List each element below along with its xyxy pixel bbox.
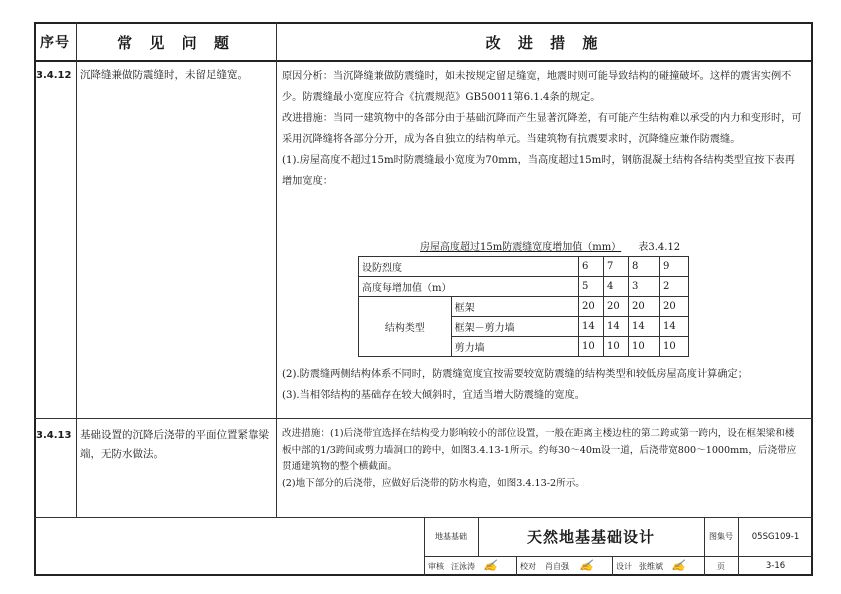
title-block-divider bbox=[516, 556, 517, 576]
paragraph: 改进措施：(1)后浇带宜选择在结构受力影响较小的部位设置，一般在距离主楼边柱的第二跨或第一跨内，设在框架梁和楼板中部的1/3跨间或剪力墙洞口的跨中，如图3.4.13-1所示。约每30～40m设一道，后浇带宽800～1000mm，后浇带应贯通建筑物的整个横截面。 bbox=[282, 428, 797, 472]
reviewer-name: 汪泳涛 bbox=[451, 561, 475, 571]
header-number: 序号 bbox=[40, 35, 70, 51]
table-caption bbox=[420, 238, 680, 253]
table-cell: 14 bbox=[579, 317, 604, 337]
table-cell: 8 bbox=[629, 257, 660, 277]
table-cell: 10 bbox=[604, 337, 629, 357]
paragraph: (2).防震缝两侧结构体系不同时，防震缝宽度宜按需要较宽防震缝的结构类型和较低房屋高度计算确定； bbox=[282, 369, 748, 380]
paragraph: (1).房屋高度不超过15m时防震缝最小宽度为70mm，当高度超过15m时，钢筋混凝土结构各结构类型宜按下表再增加宽度： bbox=[282, 155, 795, 187]
page-label: 页 bbox=[717, 561, 725, 571]
table-cell: 3 bbox=[629, 277, 660, 297]
table-cell: 2 bbox=[660, 277, 689, 297]
table-cell: 剪力墙 bbox=[451, 337, 578, 357]
table-cell: 10 bbox=[579, 337, 604, 357]
measures-text-continued bbox=[282, 364, 804, 406]
paragraph: 原因分析：当沉降缝兼做防震缝时，如未按规定留足缝宽，地震时则可能导致结构的碰撞破坏。这样的震害实例不少。防震缝最小宽度应符合《抗震规范》GB50011第6.1.4条的规定。 bbox=[282, 71, 792, 103]
table-cell: 20 bbox=[604, 297, 629, 317]
title-block-row-divider bbox=[424, 556, 813, 557]
atlas-label: 图集号 bbox=[709, 532, 733, 541]
drawing-title: 天然地基基础设计 bbox=[526, 528, 655, 546]
table-caption-number: 表3.4.12 bbox=[638, 242, 681, 253]
table-cell: 14 bbox=[604, 317, 629, 337]
measures-text bbox=[282, 66, 804, 192]
table-row bbox=[359, 277, 689, 297]
atlas-number: 05SG109-1 bbox=[751, 531, 800, 542]
table-cell: 20 bbox=[629, 297, 660, 317]
row-number: 3.4.13 bbox=[36, 430, 72, 441]
title-block-divider bbox=[612, 556, 613, 576]
table-row bbox=[359, 297, 689, 317]
design-label: 设计 bbox=[616, 561, 632, 571]
table-cell: 20 bbox=[579, 297, 604, 317]
row-number: 3.4.12 bbox=[36, 70, 72, 81]
table-cell: 框架 bbox=[451, 297, 578, 317]
problem-text: 沉降缝兼做防震缝时，未留足缝宽。 bbox=[80, 69, 248, 81]
table-cell: 框架－剪力墙 bbox=[451, 317, 578, 337]
header-measures: 改 进 措 施 bbox=[485, 33, 604, 52]
table-cell: 9 bbox=[660, 257, 689, 277]
category-label: 地基基础 bbox=[435, 532, 467, 541]
designer-name: 张维斌 bbox=[639, 561, 663, 571]
measures-text bbox=[282, 426, 804, 492]
table-cell: 7 bbox=[604, 257, 629, 277]
table-cell: 10 bbox=[660, 337, 689, 357]
problem-text: 基础设置的沉降后浇带的平面位置紧靠梁端，无防水做法。 bbox=[80, 429, 269, 460]
reviewer-signature: ✍ bbox=[482, 559, 500, 572]
row-divider bbox=[34, 418, 813, 419]
review-label: 审核 bbox=[428, 561, 444, 571]
paragraph: (2)地下部分的后浇带，应做好后浇带的防水构造，如图3.4.13-2所示。 bbox=[282, 477, 585, 489]
table-cell: 20 bbox=[660, 297, 689, 317]
table-row bbox=[359, 257, 689, 277]
paragraph: (3).当相邻结构的基础存在较大倾斜时，宜适当增大防震缝的宽度。 bbox=[282, 390, 585, 401]
header-divider bbox=[34, 60, 813, 62]
checker-signature: ✍ bbox=[578, 559, 596, 572]
header-problem: 常 见 问 题 bbox=[117, 33, 235, 52]
table-cell: 高度每增加值（m） bbox=[359, 277, 579, 297]
designer-signature: ✍ bbox=[670, 559, 688, 572]
column-divider-1 bbox=[76, 22, 77, 517]
table-cell: 10 bbox=[629, 337, 660, 357]
table-caption-title: 房屋高度超过15m防震缝宽度增加值（mm） bbox=[420, 242, 622, 253]
table-cell: 14 bbox=[629, 317, 660, 337]
paragraph: 改进措施：当同一建筑物中的各部分由于基础沉降而产生显著沉降差，有可能产生结构难以承受的内力和变形时，可采用沉降缝将各部分分开，成为各自独立的结构单元。当建筑物有抗震要求时，沉降缝应兼作防震缝。 bbox=[282, 113, 802, 145]
seismic-joint-table bbox=[358, 256, 689, 357]
table-cell: 5 bbox=[579, 277, 604, 297]
table-cell: 4 bbox=[604, 277, 629, 297]
column-divider-2 bbox=[276, 22, 277, 517]
check-label: 校对 bbox=[520, 561, 536, 571]
page-number: 3-16 bbox=[765, 561, 786, 571]
table-cell: 14 bbox=[660, 317, 689, 337]
table-cell: 结构类型 bbox=[359, 297, 452, 357]
table-cell: 设防烈度 bbox=[359, 257, 579, 277]
checker-name: 肖自强 bbox=[545, 561, 569, 571]
table-cell: 6 bbox=[579, 257, 604, 277]
